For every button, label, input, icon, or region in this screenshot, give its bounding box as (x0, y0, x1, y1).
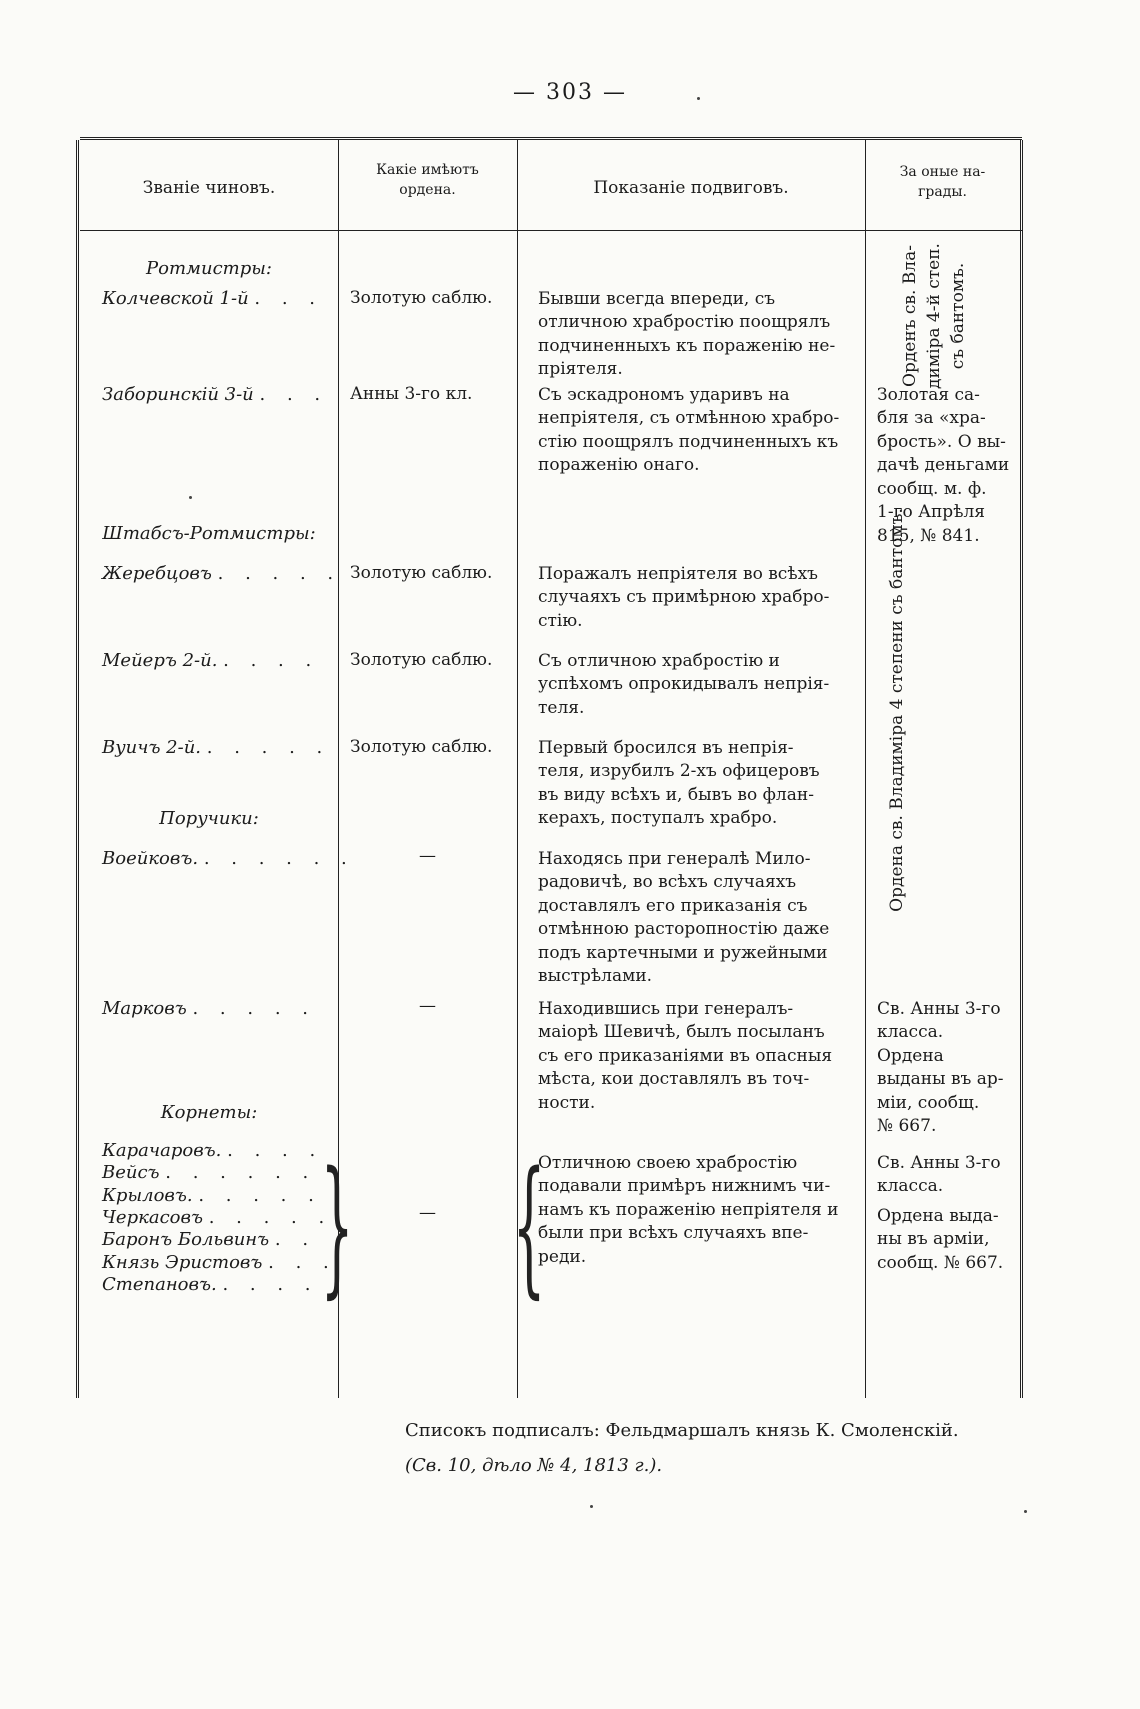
officer-name: Колчевской 1-й . . . (102, 288, 324, 309)
group-label-shtabs-rotmistry: Штабсъ-Ротмистры: (102, 523, 316, 544)
header-awards (865, 162, 1020, 203)
header-divider (80, 230, 1022, 231)
deed-text: Первый бросился въ непрія- теля, изрубилъ 2-хъ офицеровъ въ виду всѣхъ и, бывъ во флан- керахъ, поступалъ храбро. (538, 738, 820, 829)
kornety-order: — (419, 1203, 436, 1223)
footer-signed: Списокъ подписалъ: Фельдмаршалъ князь К. Смоленскій. (405, 1420, 959, 1441)
officer-name: Мейеръ 2-й. . . . . (102, 650, 320, 671)
deed-text: Поражалъ непріятеля во всѣхъ случаяхъ съ примѣрною храбро- стію. (538, 564, 830, 631)
brace-left: } (320, 1140, 354, 1312)
print-speck (590, 1505, 593, 1508)
officer-name: Воейковъ. . . . . . . (102, 848, 355, 869)
print-speck (1024, 1510, 1027, 1513)
footer-source: (Св. 10, дѣло № 4, 1813 г.). (405, 1455, 663, 1476)
officer-name: Степановъ. . . . . (102, 1273, 319, 1295)
header-orders-line-1: Какіе имѣютъ (376, 162, 479, 178)
deed-text: Бывши всегда впереди, съ отличною храбростію поощрялъ подчиненныхъ къ пораженію не- пріятеля. (538, 289, 836, 380)
kornety-names (102, 1140, 338, 1296)
officer-order: Золотую саблю. (350, 563, 493, 583)
print-speck (697, 97, 700, 100)
officer-name: Карачаровъ. . . . . (102, 1140, 324, 1161)
officer-order: Золотую саблю. (350, 288, 493, 308)
group-label-poruchiki: Поручики: (159, 808, 259, 829)
deed-text: Съ отличною храбростію и успѣхомъ опрокидывалъ непрія- теля. (538, 651, 830, 718)
officer-order: Золотую саблю. (350, 650, 493, 670)
officer-name: Черкасовъ . . . . . (102, 1206, 333, 1228)
brace-right: { (512, 1140, 546, 1312)
officer-order: — (419, 996, 436, 1016)
officer-name: Вейсъ . . . . . . (102, 1162, 317, 1184)
award-kornety: Св. Анны 3-го класса. Ордена выда- ны въ арміи, сообщ. № 667. (877, 1153, 1004, 1273)
deed-text: Находясь при генералѣ Мило- радовичѣ, во всѣхъ случаяхъ доставлялъ его приказанія съ отмѣнною расторопностію даже подъ картечными и ружейными выстрѣлами. (538, 849, 830, 987)
header-orders-line-2: ордена. (399, 182, 456, 199)
award-rotated-group: Ордена св. Владиміра 4 степени съ бантомъ. (887, 508, 907, 912)
officer-name: Заборинскій 3-й . . . (102, 384, 329, 405)
officer-order: Золотую саблю. (350, 737, 493, 757)
header-awards-line-1: За оные на- (899, 164, 986, 180)
award-markov: Св. Анны 3-го класса. Ордена выданы въ ар- міи, сообщ. № 667. (877, 999, 1004, 1137)
award-rotated-kolchevskoy: Орденъ св. Вла- диміра 4-й степ. съ бантомъ. (900, 243, 968, 389)
deed-text: Съ эскадрономъ ударивъ на непріятеля, съ отмѣнною храбро- стію поощрялъ подчиненныхъ къ пораженію онаго. (538, 385, 840, 476)
officer-name: Вуичъ 2-й. . . . . . (102, 737, 331, 758)
header-orders (338, 160, 517, 201)
officer-name: Крыловъ. . . . . . (102, 1184, 322, 1206)
page-number: — 303 — (513, 80, 627, 105)
awards-table (80, 137, 1022, 1398)
header-deeds: Показаніе подвиговъ. (593, 178, 789, 198)
column-divider-3 (865, 140, 866, 1398)
print-speck (189, 496, 192, 499)
group-label-kornety: Корнеты: (160, 1102, 258, 1123)
header-rank: Званіе чиновъ. (142, 178, 276, 198)
deed-text: Находившись при генералъ- маіорѣ Шевичѣ, былъ посыланъ съ его приказаніями въ опасныя мѣста, кои доставлялъ въ точ- ности. (538, 999, 833, 1113)
header-awards-line-2: грады. (918, 184, 967, 201)
group-label-rotmistry: Ротмистры: (146, 258, 272, 279)
officer-name: Баронъ Больвинъ . . (102, 1229, 317, 1251)
officer-name: Жеребцовъ . . . . . (102, 563, 342, 584)
deed-text: Отличною своею храбростію подавали примѣръ нижнимъ чи- намъ къ пораженію непріятеля и были при всѣхъ случаяхъ впе- реди. (538, 1153, 839, 1267)
officer-name: Князь Эристовъ . . . (102, 1251, 337, 1273)
officer-order: Анны 3-го кл. (350, 384, 473, 404)
award-zaborinsky: Золотая са- бля за «хра- брость». О вы- дачѣ деньгами сообщ. м. ф. 1-го Апрѣля 815, № 841. (877, 385, 1010, 546)
officer-order: — (419, 846, 436, 866)
officer-name: Марковъ . . . . . (102, 998, 316, 1019)
table-right-border (1020, 140, 1023, 1398)
table-left-border (76, 140, 79, 1398)
